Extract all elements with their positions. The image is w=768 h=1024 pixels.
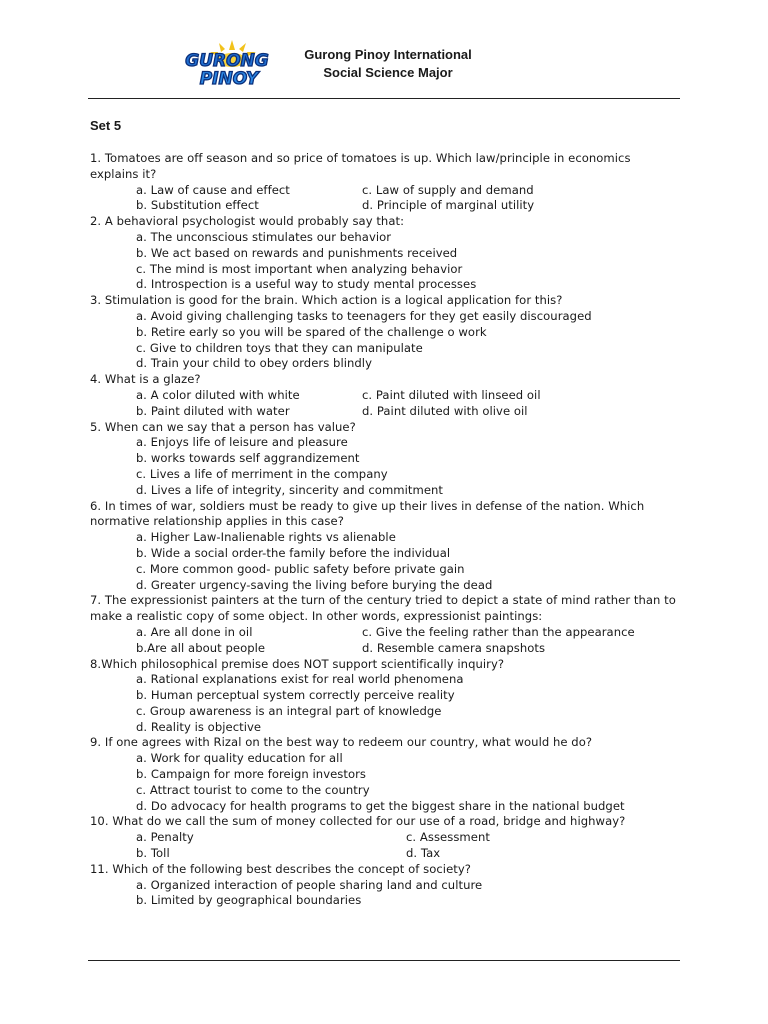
option-a: a. A color diluted with white xyxy=(136,387,300,402)
option-c: c. More common good- public safety before private gain xyxy=(136,561,465,576)
option-c: c. Give to children toys that they can manipulate xyxy=(136,340,423,355)
option-a: a. Law of cause and effect xyxy=(136,182,290,197)
question-7: 7. The expressionist painters at the turn of the century tried to depict a state of mind rather than to make a realistic copy of some object. In other words, expressionist paintings: xyxy=(90,593,676,624)
logo-text-gurong: GURONG xyxy=(185,51,269,71)
footer-divider xyxy=(88,960,680,961)
options-row xyxy=(90,846,680,862)
option-b: b. We act based on rewards and punishments received xyxy=(136,245,458,260)
option-b: b. Wide a social order-the family before the individual xyxy=(136,545,451,560)
question-1: 1. Tomatoes are off season and so price of tomatoes is up. Which law/principle in economics explains it? xyxy=(90,151,631,181)
question-10: 10. What do we call the sum of money collected for our use of a road, bridge and highway? xyxy=(90,814,626,829)
option-d: d. Train your child to obey orders blindly xyxy=(136,356,372,371)
question-8: 8.Which philosophical premise does NOT support scientifically inquiry? xyxy=(90,656,505,671)
option-c: c. Attract tourist to come to the country xyxy=(136,782,370,797)
option-b: b. Retire early so you will be spared of the challenge o work xyxy=(136,324,487,339)
options-row xyxy=(90,198,680,214)
options-row xyxy=(90,388,680,404)
option-b: b. works towards self aggrandizement xyxy=(136,451,360,466)
option-a: a. Work for quality education for all xyxy=(136,751,343,766)
question-11: 11. Which of the following best describes the concept of society? xyxy=(90,861,471,876)
option-b: b. Limited by geographical boundaries xyxy=(136,893,362,908)
question-3: 3. Stimulation is good for the brain. Which action is a logical application for this? xyxy=(90,293,563,308)
option-a: a. Avoid giving challenging tasks to teenagers for they get easily discouraged xyxy=(136,308,592,323)
option-b: b. Campaign for more foreign investors xyxy=(136,767,367,782)
option-c: c. The mind is most important when analyzing behavior xyxy=(136,261,463,276)
question-5: 5. When can we say that a person has value? xyxy=(90,419,356,434)
option-d: d. Reality is objective xyxy=(136,719,262,734)
option-c: c. Paint diluted with linseed oil xyxy=(362,387,541,402)
options-row xyxy=(90,625,680,641)
option-a: a. Are all done in oil xyxy=(136,624,253,639)
option-b: b. Substitution effect xyxy=(136,198,259,213)
question-9: 9. If one agrees with Rizal on the best way to redeem our country, what would he do? xyxy=(90,735,593,750)
option-a: a. Higher Law-Inalienable rights vs alienable xyxy=(136,530,396,545)
option-b: b.Are all about people xyxy=(136,640,266,655)
header-subject: Social Science Major xyxy=(323,65,453,80)
option-b: b. Human perceptual system correctly perceive reality xyxy=(136,688,455,703)
option-d: d. Greater urgency-saving the living before burying the dead xyxy=(136,577,493,592)
option-d: d. Tax xyxy=(406,846,441,861)
question-4: 4. What is a glaze? xyxy=(90,372,201,387)
options-row xyxy=(90,641,680,657)
question-6: 6. In times of war, soldiers must be ready to give up their lives in defense of the nation. Which normative relationship applies in this case? xyxy=(90,498,645,529)
option-d: d. Do advocacy for health programs to get the biggest share in the national budget xyxy=(136,798,625,813)
header-organization: Gurong Pinoy International xyxy=(304,47,472,62)
options-row xyxy=(90,404,680,420)
question-2: 2. A behavioral psychologist would probably say that: xyxy=(90,214,405,229)
option-a: a. Rational explanations exist for real world phenomena xyxy=(136,672,464,687)
options-row xyxy=(90,183,680,199)
question-list xyxy=(90,151,680,909)
option-d: d. Paint diluted with olive oil xyxy=(362,403,528,418)
set-title: Set 5 xyxy=(90,118,122,133)
gurong-pinoy-logo xyxy=(176,38,278,90)
option-a: a. Enjoys life of leisure and pleasure xyxy=(136,435,348,450)
option-d: d. Principle of marginal utility xyxy=(362,198,535,213)
option-a: a. Organized interaction of people sharing land and culture xyxy=(136,877,483,892)
option-d: d. Lives a life of integrity, sincerity and commitment xyxy=(136,482,444,497)
option-a: a. The unconscious stimulates our behavior xyxy=(136,229,392,244)
option-c: c. Give the feeling rather than the appearance xyxy=(362,624,635,639)
options-row xyxy=(90,830,680,846)
option-b: b. Paint diluted with water xyxy=(136,403,290,418)
option-b: b. Toll xyxy=(136,846,170,861)
logo-text-pinoy: PINOY xyxy=(199,69,259,89)
option-a: a. Penalty xyxy=(136,830,194,845)
option-c: c. Law of supply and demand xyxy=(362,182,534,197)
header-divider xyxy=(88,98,680,99)
option-c: c. Assessment xyxy=(406,830,490,845)
option-d: d. Resemble camera snapshots xyxy=(362,640,546,655)
option-d: d. Introspection is a useful way to study mental processes xyxy=(136,277,477,292)
option-c: c. Group awareness is an integral part of knowledge xyxy=(136,703,442,718)
option-c: c. Lives a life of merriment in the company xyxy=(136,466,388,481)
